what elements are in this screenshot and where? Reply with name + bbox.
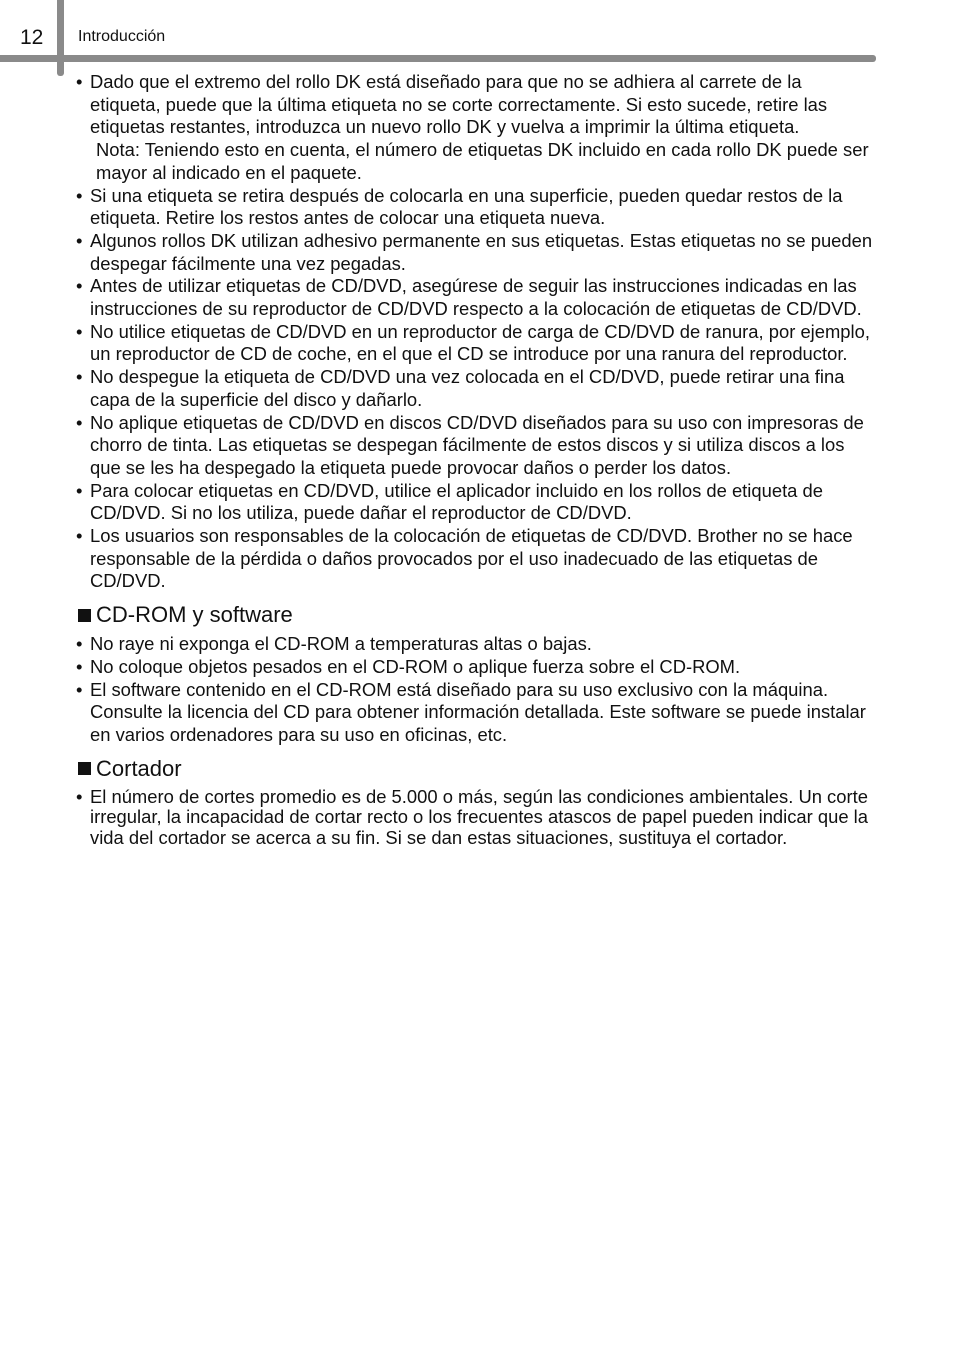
list-item-text: Si una etiqueta se retira después de colocarla en una superficie, pueden quedar restos de la etiqueta. Retire los restos antes de colocar una etiqueta nueva. <box>90 184 843 229</box>
list-item-note: Nota: Teniendo esto en cuenta, el número de etiquetas DK incluido en cada rollo DK puede ser mayor al indicado en el paquete. <box>96 139 869 183</box>
page-body <box>76 71 874 849</box>
list-item <box>76 412 874 480</box>
intro-bullet-list <box>76 71 874 593</box>
header-horizontal-rule <box>0 55 876 62</box>
black-square-icon <box>78 609 91 622</box>
list-item-text: No aplique etiquetas de CD/DVD en discos CD/DVD diseñados para su uso con impresoras de chorro de tinta. Las etiquetas se despegan fácilmente de estos discos y si utiliza discos a los que se les ha despegado la etiqueta puede provocar daños o perder los datos. <box>90 411 864 478</box>
cutter-section-heading <box>78 756 874 782</box>
list-item <box>76 366 874 411</box>
header-vertical-rule <box>57 0 64 76</box>
page-number: 12 <box>20 26 44 49</box>
list-item-text: Para colocar etiquetas en CD/DVD, utilice el aplicador incluido en los rollos de etiqueta de CD/DVD. Si no los utiliza, puede dañar el reproductor de CD/DVD. <box>90 479 823 524</box>
running-section-title: Introducción <box>78 28 166 45</box>
list-item-text: No coloque objetos pesados en el CD-ROM o aplique fuerza sobre el CD-ROM. <box>90 655 741 677</box>
list-item <box>76 230 874 275</box>
list-item-text: No despegue la etiqueta de CD/DVD una vez colocada en el CD/DVD, puede retirar una fina capa de la superficie del disco y dañarlo. <box>90 366 845 410</box>
cdrom-section-heading <box>78 602 874 628</box>
cdrom-bullet-list <box>76 633 874 747</box>
list-item <box>76 480 874 525</box>
cutter-heading-text: Cortador <box>96 755 182 781</box>
list-item-text: Algunos rollos DK utilizan adhesivo permanente en sus etiquetas. Estas etiquetas no se pueden despegar fácilmente una vez pegadas. <box>90 229 873 274</box>
cutter-bullet-list <box>76 787 874 849</box>
list-item <box>76 656 874 679</box>
list-item <box>76 185 874 230</box>
list-item <box>76 633 874 656</box>
cdrom-heading-text: CD-ROM y software <box>96 602 293 628</box>
list-item <box>76 275 874 320</box>
list-item <box>76 321 874 366</box>
list-item <box>76 525 874 593</box>
black-square-icon <box>78 762 91 775</box>
list-item-text: Los usuarios son responsables de la colocación de etiquetas de CD/DVD. Brother no se hace responsable de la pérdida o daños provocados por el uso inadecuado de las etiquetas de CD/DVD. <box>90 525 853 592</box>
list-item-text: No utilice etiquetas de CD/DVD en un reproductor de carga de CD/DVD de ranura, por ejemplo, un reproductor de CD de coche, en el que el CD se introduce por una ranura del reproductor. <box>90 320 870 365</box>
list-item <box>76 787 874 849</box>
list-item-text: • Dado que el extremo del rollo DK está diseñado para que no se adhiera al carrete de la etiqueta, puede que la última etiqueta no se corte correctamente. Si esto sucede, retire las etiquetas restantes, introduzca un nuevo rollo DK y vuelva a imprimir la última etiqueta. <box>90 71 828 138</box>
list-item-text: El software contenido en el CD-ROM está diseñado para su uso exclusivo con la máquina. Consulte la licencia del CD para obtener información detallada. Este software se puede instalar en varios ordenadores para su uso en oficinas, etc. <box>90 678 866 745</box>
list-item <box>76 71 874 185</box>
list-item <box>76 679 874 747</box>
list-item-text: No raye ni exponga el CD-ROM a temperaturas altas o bajas. <box>90 633 592 655</box>
list-item-text: Antes de utilizar etiquetas de CD/DVD, asegúrese de seguir las instrucciones indicadas en las instrucciones de su reproductor de CD/DVD respecto a la colocación de etiquetas de CD/DVD. <box>90 275 862 320</box>
list-item-text: El número de cortes promedio es de 5.000 o más, según las condiciones ambientales. Un corte irregular, la incapacidad de cortar recto o los frecuentes atascos de papel pueden indicar que la vida del cortador se acerca a su fin. Si se dan estas situaciones, sustituya el cortador. <box>90 785 869 849</box>
